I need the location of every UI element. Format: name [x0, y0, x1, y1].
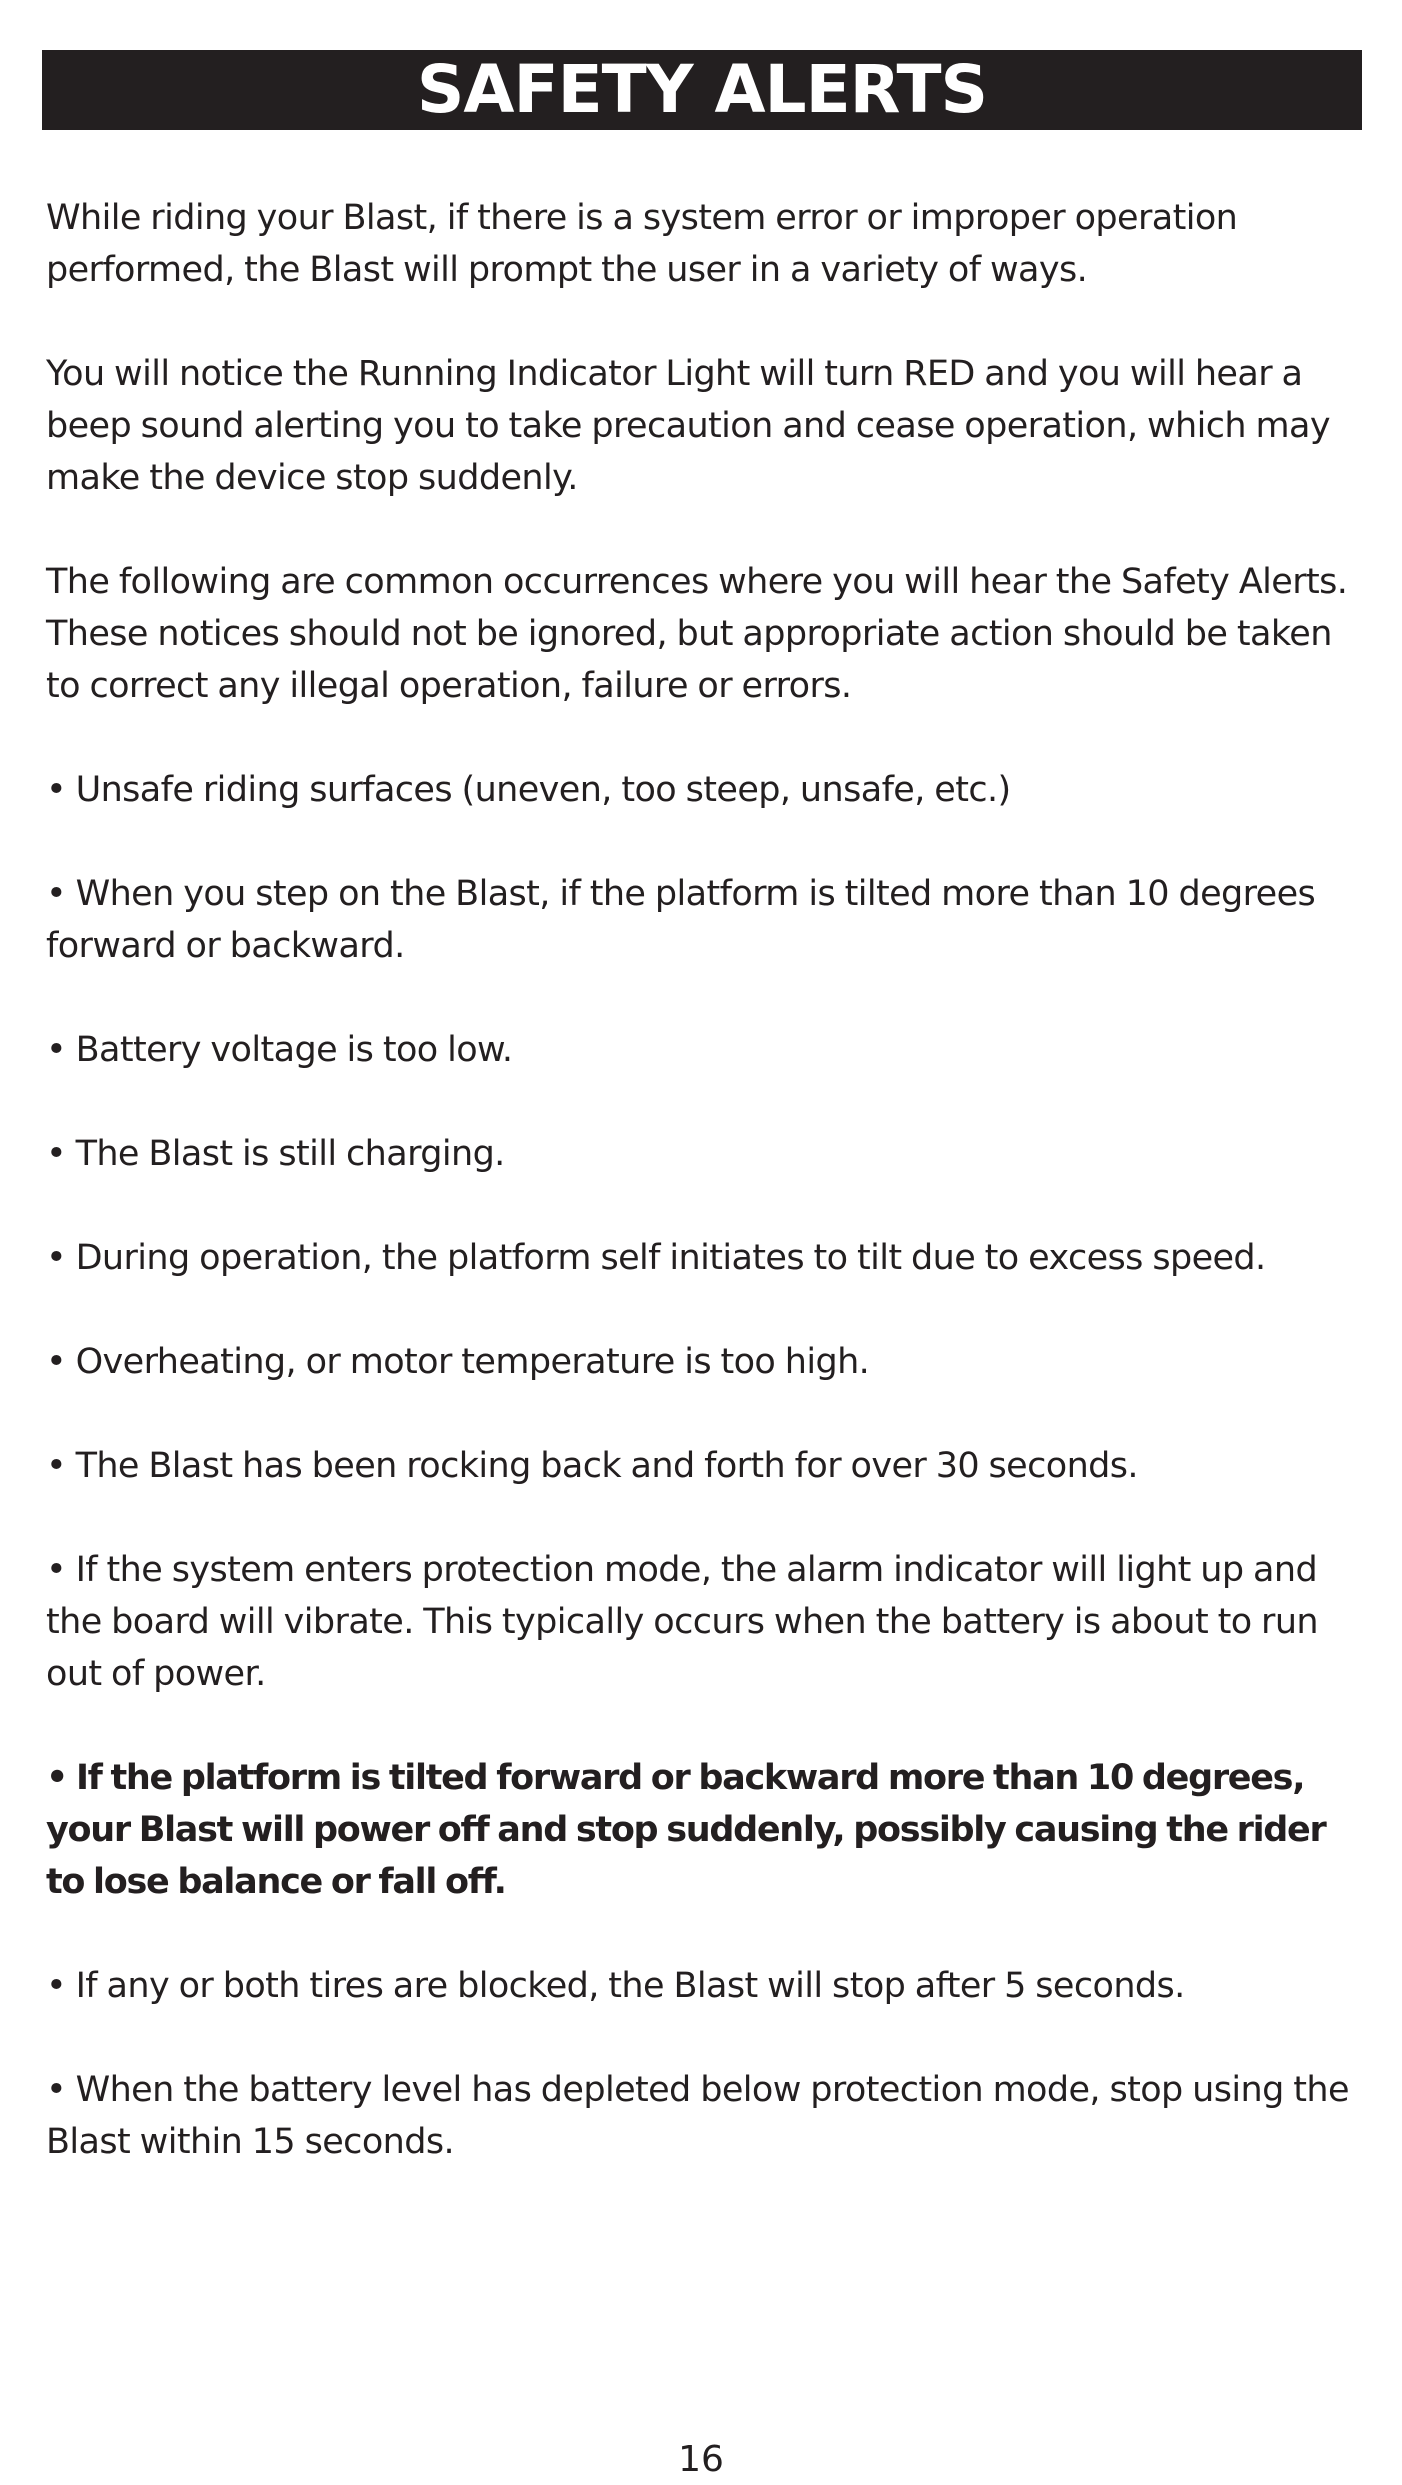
section-title-bar [42, 50, 1362, 130]
page-number: 16 [678, 2439, 724, 2480]
bullet-item: • If any or both tires are blocked, the Blast will stop after 5 seconds. [46, 1966, 1185, 2006]
bullet-item: • When you step on the Blast, if the platform is tilted more than 10 degrees forward or backward. [46, 874, 1316, 966]
bullet-item: • Battery voltage is too low. [46, 1030, 513, 1070]
bullet-item: • Unsafe riding surfaces (uneven, too steep, unsafe, etc.) [46, 770, 1011, 810]
body-content [46, 192, 1372, 2220]
occurrences-paragraph: The following are common occurrences where you will hear the Safety Alerts. These notices should not be ignored, but appropriate action should be taken to correct any illegal operation, failure or errors. [46, 562, 1348, 706]
section-title: SAFETY ALERTS [416, 51, 988, 128]
indicator-paragraph: You will notice the Running Indicator Light will turn RED and you will hear a beep sound alerting you to take precaution and cease operation, which may make the device stop suddenly. [46, 354, 1330, 498]
bullet-item: • When the battery level has depleted below protection mode, stop using the Blast within 15 seconds. [46, 2070, 1349, 2162]
bullet-item: • The Blast has been rocking back and forth for over 30 seconds. [46, 1446, 1138, 1486]
bullet-item: • Overheating, or motor temperature is too high. [46, 1342, 870, 1382]
bullet-item-warning: • If the platform is tilted forward or backward more than 10 degrees, your Blast will power off and stop suddenly, possibly causing the rider to lose balance or fall off. [46, 1758, 1326, 1902]
bullet-item: • If the system enters protection mode, the alarm indicator will light up and the board will vibrate. This typically occurs when the battery is about to run out of power. [46, 1550, 1319, 1694]
bullet-item: • The Blast is still charging. [46, 1134, 505, 1174]
bullet-item: • During operation, the platform self initiates to tilt due to excess speed. [46, 1238, 1266, 1278]
intro-paragraph: While riding your Blast, if there is a system error or improper operation performed, the Blast will prompt the user in a variety of ways. [46, 198, 1238, 290]
